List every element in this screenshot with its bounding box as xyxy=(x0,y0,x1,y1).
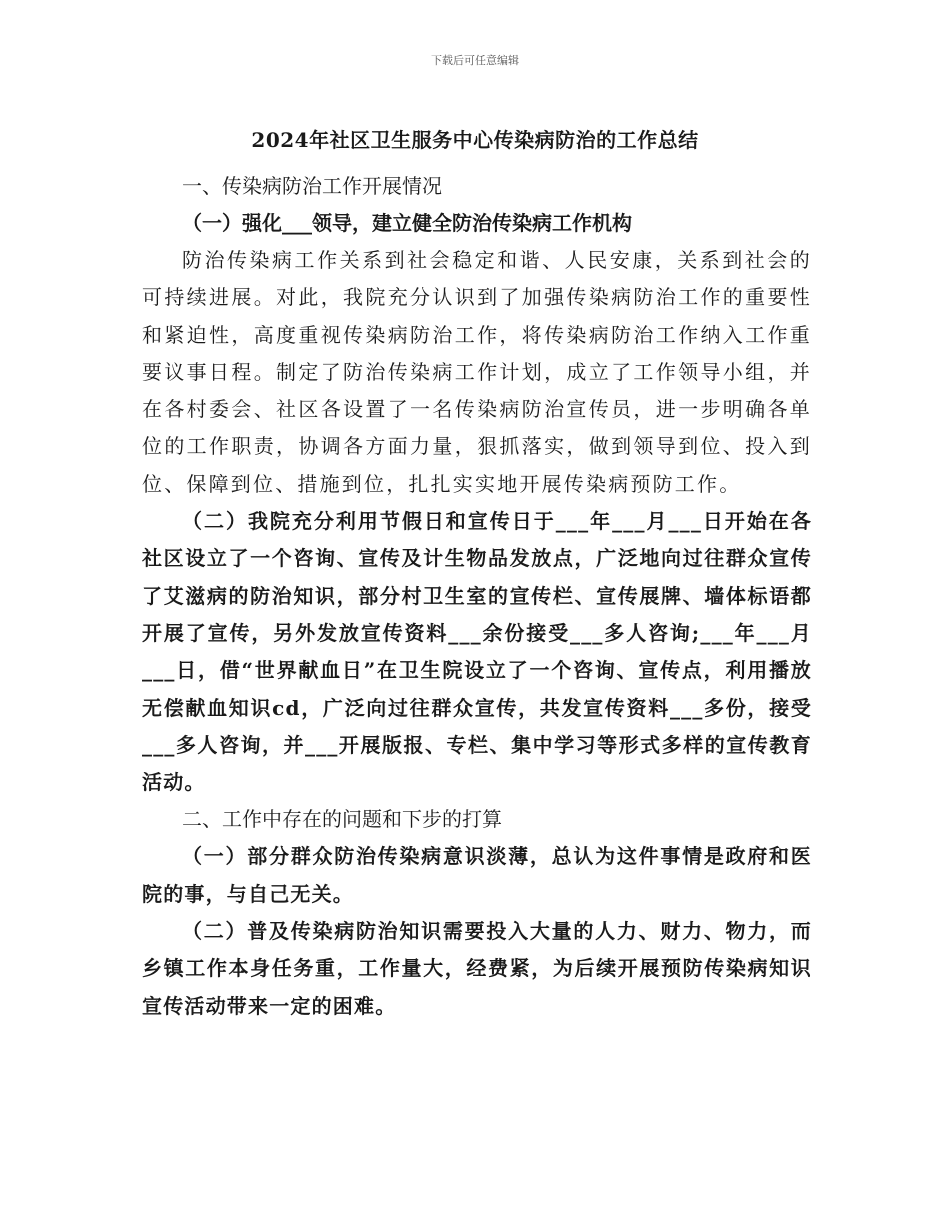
section-1-paragraph-2: （二）我院充分利用节假日和宣传日于___年___月___日开始在各社区设立了一个咨询、宣传及计生物品发放点，广泛地向过往群众宣传了艾滋病的防治知识，部分村卫生室的宣传栏、宣传展牌、墙体标语都开展了宣传，另外发放宣传资料___余份接受___多人咨询;___年___月___日，借“世界献血日”在卫生院设立了一个咨询、宣传点，利用播放无偿献血知识cd，广泛向过往群众宣传，共发宣传资料___多份，接受___多人咨询，并___开展版报、专栏、集中学习等形式多样的宣传教育活动。 xyxy=(142,509,812,795)
section-1-heading: 一、传染病防治工作开展情况 xyxy=(182,174,442,198)
section-2-paragraph-2: （二）普及传染病防治知识需要投入大量的人力、财力、物力，而乡镇工作本身任务重，工作量大，经费紧，为后续开展预防传染病知识宣传活动带来一定的困难。 xyxy=(142,919,812,1018)
section-1-paragraph-1: 防治传染病工作关系到社会稳定和谐、人民安康，关系到社会的可持续进展。对此，我院充分认识到了加强传染病防治工作的重要性和紧迫性，高度重视传染病防治工作，将传染病防治工作纳入工作重要议事日程。制定了防治传染病工作计划，成立了工作领导小组，并在各村委会、社区各设置了一名传染病防治宣传员，进一步明确各单位的工作职责，协调各方面力量，狠抓落实，做到领导到位、投入到位、保障到位、措施到位，扎扎实实地开展传染病预防工作。 xyxy=(142,248,812,496)
section-1-subheading-1: （一）强化___领导，建立健全防治传染病工作机构 xyxy=(182,211,632,235)
header-note: 下载后可任意编辑 xyxy=(431,54,519,67)
document-body xyxy=(142,168,812,1025)
section-2-heading: 二、工作中存在的问题和下步的打算 xyxy=(182,807,502,832)
document-title: 2024年社区卫生服务中心传染病防治的工作总结 xyxy=(251,128,699,152)
section-2-paragraph-1: （一）部分群众防治传染病意识淡薄，总认为这件事情是政府和医院的事，与自己无关。 xyxy=(142,844,812,906)
